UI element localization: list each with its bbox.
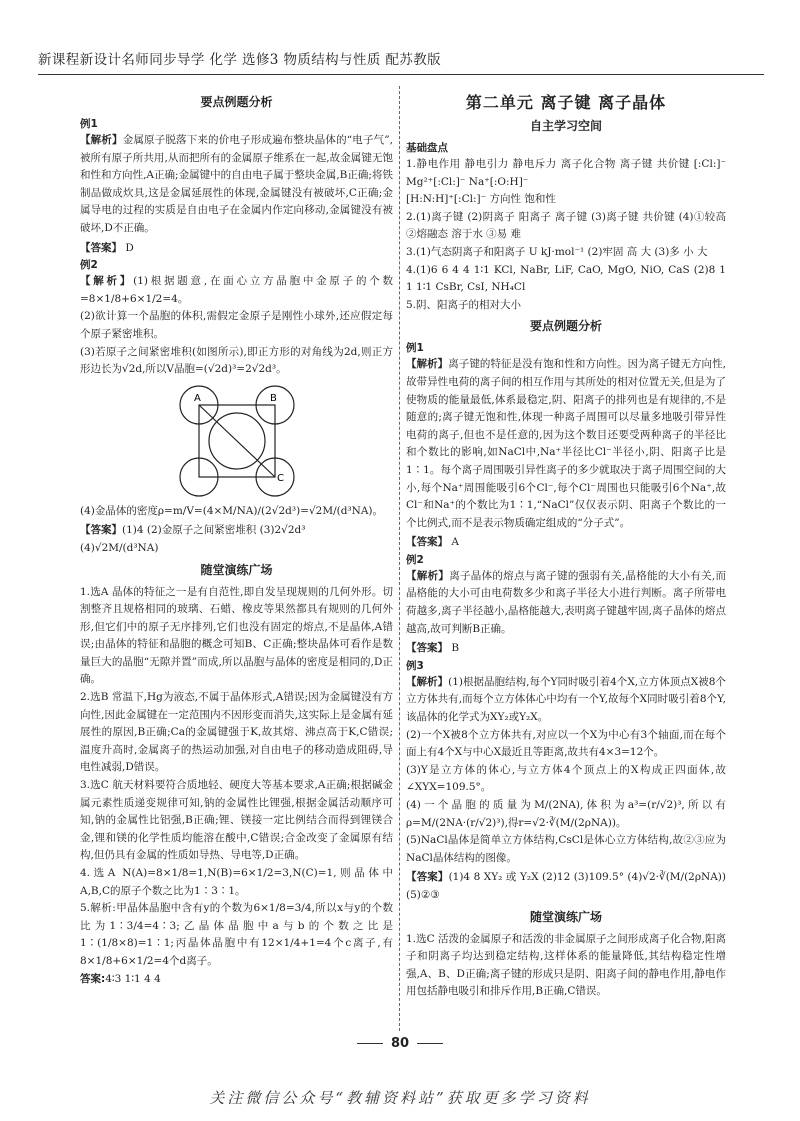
left-ex2-answer2: (4)√2M/(d³NA) — [80, 541, 159, 554]
right-drill-title: 随堂演练广场 — [529, 909, 602, 924]
analysis-text: (1)根据晶胞结构,每个Y同时吸引着4个X,立方体顶点X被8个立方体共有,而每个立方体体心中均有一个Y,故每个X同时吸引着8个Y,该晶体的化学式为XY₂或Y₂X。 — [406, 675, 726, 724]
drill-item: 1.选C 活泼的金属原子和活泼的非金属原子之间形成离子化合物,阳离子和阴离子均达到稳定结构,这样体系的能量降低,其结构稳定性增强,A、B、D正确;离子键的形成只是阴、阳离子间的静电作用,静电作用包括静电吸引和排斥作用,B正确,C错误。 — [406, 932, 726, 998]
left-ex1-analysis — [80, 132, 393, 238]
answer-tag: 【答案】 — [80, 241, 122, 254]
drill-item: 3.选C 航天材料要符合质地轻、硬度大等基本要求,A正确;根据碱金属元素性质递变规律可知,钠的金属性比锂强,根据金属活动顺序可知,钠的金属性比铝强,B正确;锂、镁接一定比例结合而得到锂镁合金,锂和镁的化学性质均能溶在酸中,C错误;合金改变了金属原有结构,但仍具有金属的性质如导热、导电等,D正确。 — [80, 779, 393, 862]
page-dash-left — [357, 1043, 383, 1044]
answer-tag: 答案: — [80, 972, 106, 985]
unit-title: 第二单元 离子键 离子晶体 — [465, 93, 667, 112]
self-study-title: 自主学习空间 — [529, 119, 602, 133]
label-c: C — [276, 472, 284, 484]
left-ex2-p4: (4)金晶体的密度ρ=m/V=(4×M/NA)/(2√2d³)=√2M/(d³NA)。 — [80, 504, 384, 517]
page-number-text: 80 — [390, 1036, 410, 1051]
right-ex3-p3: (3)Y是立方体的体心,与立方体4个顶点上的X构成正四面体,故∠XYX=109.5°。 — [406, 763, 726, 794]
left-ex2-p1 — [80, 273, 393, 308]
answer-text: (1)4 (2)金原子之间紧密堆积 (3)2√2d³ — [122, 524, 306, 537]
page-dash-right — [417, 1043, 443, 1044]
answer-text: 4∶3 1∶1 4 4 — [105, 972, 161, 985]
answer-text: D — [125, 241, 134, 254]
column-divider — [399, 86, 400, 1031]
basics-item: 3.(1)气态阴离子和阳离子 U kJ·mol⁻¹ (2)牢固 高 大 (3)多 小 大 — [406, 245, 708, 258]
right-ex3-p2: (2)一个X被8个立方体共有,对应以一个X为中心有3个轴面,而在每个面上有4个X与中心X最近且等距离,故共有4×3=12个。 — [406, 728, 726, 759]
left-ex2-p3: (3)若原子之间紧密堆积(如图所示),即正方形的对角线为2d,则正方形边长为√2d,所以V晶胞=(√2d)³=2√2d³。 — [80, 345, 393, 376]
drill-item: 4.选A N(A)=8×1/8=1,N(B)=6×1/2=3,N(C)=1,则晶体中A,B,C的原子个数之比为1∶3∶1。 — [80, 867, 393, 897]
basics-item: 1.静电作用 静电引力 静电斥力 离子化合物 离子键 共价键 [:Cl:]⁻ Mg²⁺[:Cl:]⁻ Na⁺[:O:H]⁻ — [406, 158, 726, 188]
answer-text: (1)4 8 XY₂ 或 Y₂X (2)12 (3)109.5° (4)√2·∛(M/(2ρNA)) (5)②③ — [406, 871, 726, 901]
right-ex1-label: 例1 — [406, 342, 424, 355]
right-ex2-answer — [406, 640, 726, 658]
left-ex1-label: 例1 — [80, 118, 98, 130]
left-ex2-p2: (2)欲计算一个晶胞的体积,需假定金原子是刚性小球外,还应假定每个原子紧密堆积。 — [80, 310, 393, 340]
answer-tag: 【答案】 — [406, 871, 449, 884]
answer-text: A — [451, 536, 459, 549]
drill-item: 2.选B 常温下,Hg为液态,不属于晶体形式,A错误;因为金属键没有方向性,因此金属键在一定范围内不因形变而消失,这实际上是金属有延展性的原因,B正确;Ca的金属键强于K,故其熔、沸点高于K,C错误;温度升高时,金属离子的热运动加强,对自由电子的移动造成阻碍,导电性减弱,D错误。 — [80, 691, 393, 774]
left-ex2-answer — [80, 522, 393, 540]
label-a: A — [193, 392, 201, 404]
basics-item: 5.阴、阳离子的相对大小 — [406, 298, 522, 311]
answer-tag: 【答案】 — [406, 642, 448, 655]
right-ex1-answer — [406, 534, 726, 552]
basics-item: 2.(1)离子键 (2)阴离子 阳离子 离子键 (3)离子键 共价键 (4)①较高 ②熔融态 溶于水 ③易 难 — [406, 210, 726, 241]
right-section-title: 要点例题分析 — [529, 319, 602, 334]
close-packing-figure — [177, 385, 297, 497]
right-ex1-analysis — [406, 356, 726, 532]
right-ex2-analysis — [406, 568, 726, 638]
drill-item: 1.选A 晶体的特征之一是有自范性,即自发呈现规则的几何外形。切割整齐且规格相同的玻璃、石蜡、橡皮等果然都具有规则的几何外形,但它们中的原子无序排列,它们也没有固定的熔点,不是晶体,A错误;由晶体的特征和晶胞的概念可知B、C正确;整块晶体可看作是数量巨大的晶胞“无隙并置”而成,所以晶胞与晶体的密度是相同的,D正确。 — [80, 585, 393, 686]
basics-item: 4.(1)6 6 4 4 1∶1 KCl, NaBr, LiF, CaO, MgO, NiO, CaS (2)8 1 1 1∶1 CsBr, CsI, NH₄Cl — [406, 263, 726, 294]
page-header: 新课程新设计名师同步导学 化学 选修3 物质结构与性质 配苏教版 — [38, 52, 442, 68]
drill-answer — [80, 971, 393, 989]
footer-note: 关注微信公众号“教辅资料站”获取更多学习资料 — [209, 1089, 591, 1107]
right-ex3-answer — [406, 869, 726, 904]
header-rule — [38, 74, 764, 75]
answer-text: B — [451, 642, 460, 655]
label-b: B — [269, 392, 277, 404]
analysis-text: 金属原子脱落下来的价电子形成遍布整块晶体的“电子气”,被所有原子所共用,从而把所有的金属原子维系在一起,故金属键无饱和性和方向性,A正确;金属键中的自由电子属于整块金属,B正确;将铁制品做成炊具,这是金属延展性的体现,金属键没有被破坏,C正确;金属导电的过程的实质是自由电子在金属内作定向移动,金属键没有被破坏,D不正确。 — [80, 134, 393, 234]
analysis-tag: 【解析】 — [406, 358, 449, 371]
basics-item: [H:N:H]⁺[:Cl:]⁻ 方向性 饱和性 — [406, 193, 556, 206]
right-ex2-label: 例2 — [406, 553, 424, 566]
left-ex1-answer — [80, 240, 393, 258]
right-ex3-p1 — [406, 674, 726, 727]
answer-tag: 【答案】 — [406, 536, 448, 549]
page-number — [0, 1035, 800, 1053]
analysis-tag: 【解析】 — [406, 675, 449, 688]
left-section-title: 要点例题分析 — [200, 95, 273, 109]
right-ex3-p4: (4)一个晶胞的质量为M/(2NA),体积为a³=(r/√2)³,所以有ρ=M/(2NA·(r/√2)³),得r=√2·∛(M/(2ρNA))。 — [406, 799, 726, 829]
analysis-tag: 【解析】 — [80, 275, 134, 288]
diagonal-line — [199, 405, 275, 477]
left-drill-title: 随堂演练广场 — [200, 562, 273, 577]
right-column — [406, 90, 726, 1035]
drill-item: 5.解析:甲晶体晶胞中含有y的个数为6×1/8=3/4,所以x与y的个数比为1∶3/4=4∶3;乙晶体晶胞中a与b的个数之比是1∶(1/8×8)=1∶1;丙晶体晶胞中有12×1/4+1=4个c离子,有8×1/8+6×1/2=4个d离子。 — [80, 902, 393, 967]
analysis-tag: 【解析】 — [406, 569, 450, 582]
left-column — [80, 90, 393, 1035]
answer-tag: 【答案】 — [80, 524, 122, 537]
basics-title: 基础盘点 — [406, 142, 448, 154]
right-ex3-p5: (5)NaCl晶体是简单立方体结构,CsCl是体心立方体结构,故②③应为NaCl晶体结构的图像。 — [406, 834, 726, 864]
left-ex2-label: 例2 — [80, 259, 98, 272]
analysis-text: 离子晶体的熔点与离子键的强弱有关,晶格能的大小有关,而晶格能的大小可由电荷数多少和离子半径大小进行判断。离子所带电荷越多,离子半径越小,晶格能越大,表明离子键越牢固,离子晶体的熔点越高,故可判断B正确。 — [406, 569, 726, 635]
analysis-tag: 【解析】 — [80, 134, 123, 146]
analysis-text: 离子键的特征是没有饱和性和方向性。因为离子键无方向性,故带异性电荷的离子间的相互作用与其所处的相对位置无关,但是为了使物质的能量最低,体系最稳定,阴、阳离子的排列也是有规律的,不是随意的;离子键无饱和性,体现一种离子周围可以尽量多地吸引带异性电荷的离子,但也不是任意的,因为这个数目还要受两种离子的半径比和个数比的影响,如NaCl中,Na⁺半径比Cl⁻半径小,阴、阳离子比是1∶1。每个离子周围吸引异性离子的多少就取决于离子周围空间的大小,每个Na⁺周围能吸引6个Cl⁻,每个Cl⁻周围也只能吸引6个Na⁺,故Cl⁻和Na⁺的个数比为1∶1,“NaCl”仅仅表示阴、阳离子个数比的一个比例式,而不是表示物质确定组成的“分子式”。 — [406, 358, 726, 529]
right-ex3-label: 例3 — [406, 659, 424, 672]
analysis-text: (1)根据题意,在面心立方晶胞中金原子的个数=8×1/8+6×1/2=4。 — [80, 275, 393, 305]
